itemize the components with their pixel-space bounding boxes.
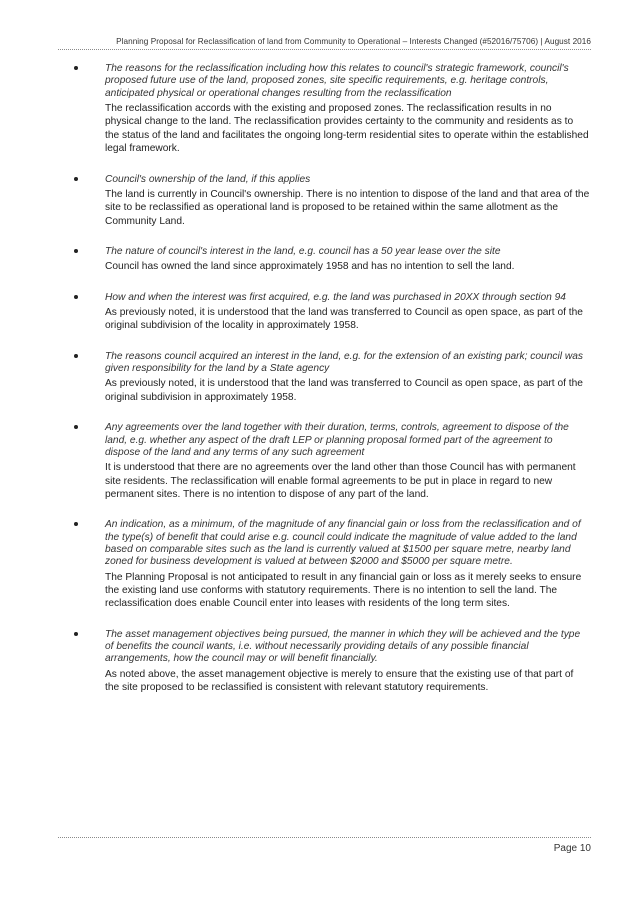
running-header: Planning Proposal for Reclassification of land from Community to Operational – Interests Changed (#52016/75706) | August 2016 [116, 37, 591, 46]
list-item [74, 174, 590, 229]
item-answer: As noted above, the asset management objective is merely to ensure that the existing use of that part of the site proposed to be reclassified is consistent with relevant statutory requirements. [105, 668, 574, 694]
bullet-icon [74, 354, 78, 358]
item-answer: The reclassification accords with the existing and proposed zones. The reclassification results in no physical change to the land. The reclassification provides certainty to the community and residents as to the status of the land and facilitates the ongoing long-term residential sites to operate within the established legal framework. [105, 102, 589, 155]
page-number: Page 10 [553, 843, 591, 854]
document-body [74, 63, 590, 712]
item-answer: It is understood that there are no agreements over the land other than those Council has with permanent site residents. The reclassification will enable formal agreements to be put in place in regard to new permanent sites. There is no intention to dispose of any part of the land. [105, 462, 576, 500]
item-answer: As previously noted, it is understood that the land was transferred to Council as open space, as part of the original subdivision of the locality in approximately 1958. [105, 307, 583, 332]
header-divider [58, 49, 591, 50]
list-item [74, 351, 590, 404]
list-item [74, 292, 590, 333]
item-answer: The Planning Proposal is not anticipated to result in any financial gain or loss as it merely seeks to ensure the existing land use conforms with statutory requirements. There is no intention to sell the land. The reclassification does enable Council enter into leases with residents of the long term sites. [105, 571, 582, 610]
item-answer: The land is currently in Council's ownership. There is no intention to dispose of the land and that area of the site to be reclassified as operational land is proposed to be retained within the same allotment as the Community Land. [105, 188, 590, 227]
item-prompt: The reasons for the reclassification including how this relates to council's strategic framework, council's proposed future use of the land, proposed zones, site specific requirements, e.g. heritage controls, anticipated physical or operational changes resulting from the reclassification [105, 63, 569, 99]
bullet-icon [74, 177, 78, 181]
footer-divider [58, 837, 591, 838]
item-prompt: Any agreements over the land together with their duration, terms, controls, agreement to dispose of the land, e.g. whether any aspect of the draft LEP or planning proposal formed part of the agreement to dispose of the land and any terms of any such agreement [105, 422, 569, 458]
list-item [74, 63, 590, 156]
bullet-icon [74, 66, 78, 70]
item-answer: As previously noted, it is understood that the land was transferred to Council as open space, as part of the original subdivision in approximately 1958. [105, 378, 583, 403]
item-prompt: How and when the interest was first acquired, e.g. the land was purchased in 20XX through section 94 [105, 291, 566, 303]
list-item [74, 519, 590, 610]
list-item [74, 422, 590, 501]
item-prompt: Council's ownership of the land, if this applies [105, 173, 311, 185]
item-prompt: The nature of council's interest in the land, e.g. council has a 50 year lease over the site [105, 246, 501, 258]
list-item [74, 629, 590, 695]
bullet-icon [74, 425, 78, 429]
bullet-icon [74, 522, 78, 526]
list-item [74, 246, 590, 274]
item-prompt: The reasons council acquired an interest in the land, e.g. for the extension of an existing park; council was given responsibility for the land by a State agency [105, 350, 583, 375]
item-prompt: An indication, as a minimum, of the magnitude of any financial gain or loss from the reclassification and of the type(s) of benefit that could arise e.g. council could indicate the magnitude of value added to the land based on comparable sites such as the land is currently valued at $1500 per square metre, nearby land zoned for business development is valued at between $2000 and $5000 per square metre. [105, 519, 581, 568]
bullet-icon [74, 249, 78, 253]
item-prompt: The asset management objectives being pursued, the manner in which they will be achieved and the type of benefits the council wants, i.e. without necessarily providing details of any possible financial arrangements, how the council may or will benefit financially. [105, 628, 581, 665]
bullet-icon [74, 295, 78, 299]
item-answer: Council has owned the land since approximately 1958 and has no intention to sell the land. [105, 261, 515, 273]
bullet-icon [74, 632, 78, 636]
